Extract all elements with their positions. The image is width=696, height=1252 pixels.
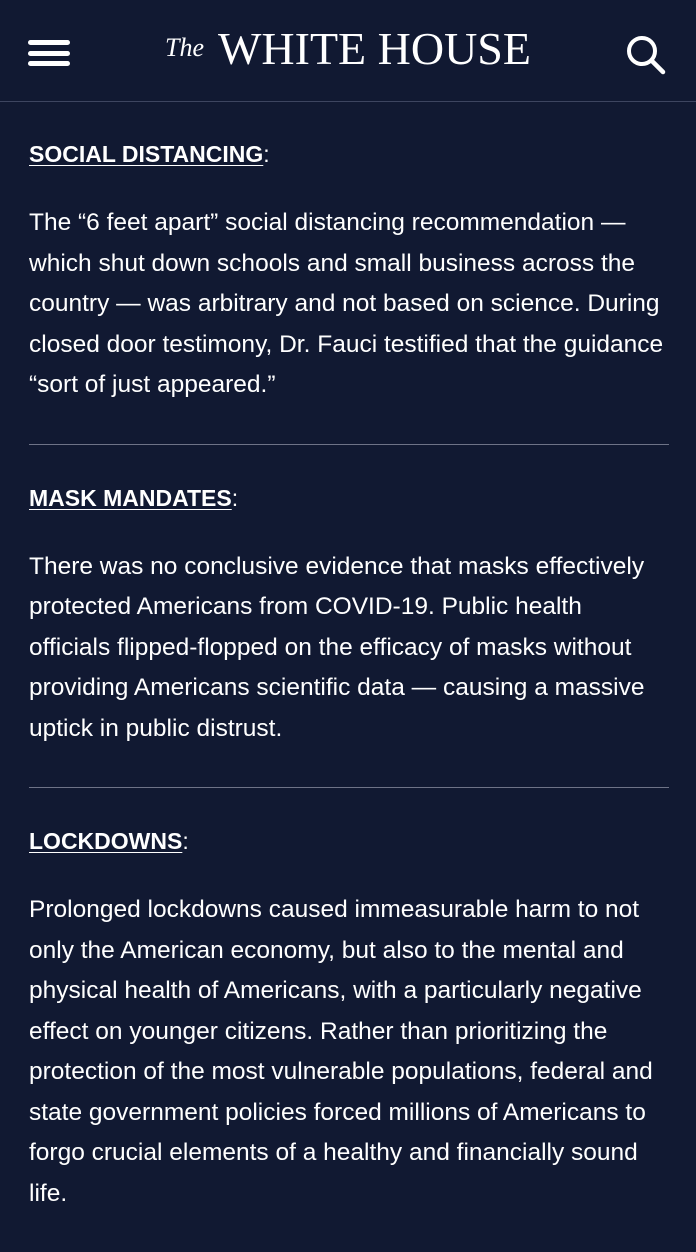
- white-house-logo[interactable]: [0, 22, 696, 75]
- article-content: [29, 101, 669, 1252]
- logo-the: The: [165, 33, 204, 62]
- section-heading: [29, 139, 669, 169]
- section-lockdowns: [29, 788, 669, 1252]
- section-body: There was no conclusive evidence that masks effectively protected Americans from COVID-19. Public health officials flipped-flopped on the efficacy of masks without providing Americans scientific data — causing a massive uptick in public distrust.: [29, 552, 645, 742]
- section-heading-text: SOCIAL DISTANCING: [29, 141, 264, 167]
- section-body: Prolonged lockdowns caused immeasurable harm to not only the American economy, but also to the mental and physical health of Americans, with a particularly negative effect on younger citizens. Rather than prioritizing the protection of the most vulnerable populations, federal and state government policies forced millions of Americans to forgo crucial elements of a healthy and financially sound life.: [29, 896, 653, 1207]
- search-icon-svg: [624, 33, 668, 77]
- site-header: [0, 0, 696, 102]
- section-heading: [29, 483, 669, 513]
- search-icon[interactable]: [624, 33, 668, 77]
- section-mask-mandates: [29, 445, 669, 789]
- section-body: The “6 feet apart” social distancing recommendation — which shut down schools and small business across the country — was arbitrary and not based on science. During closed door testimony, Dr. Fauci testified that the guidance “sort of just appeared.”: [29, 209, 664, 398]
- heading-colon: :: [182, 828, 189, 854]
- logo-name: WHITE HOUSE: [218, 23, 531, 74]
- heading-colon: :: [263, 141, 270, 167]
- section-social-distancing: [29, 101, 669, 445]
- section-heading: [29, 826, 669, 856]
- section-heading-text: LOCKDOWNS: [29, 828, 183, 854]
- heading-colon: :: [231, 484, 239, 511]
- section-heading-text: MASK MANDATES: [29, 484, 232, 511]
